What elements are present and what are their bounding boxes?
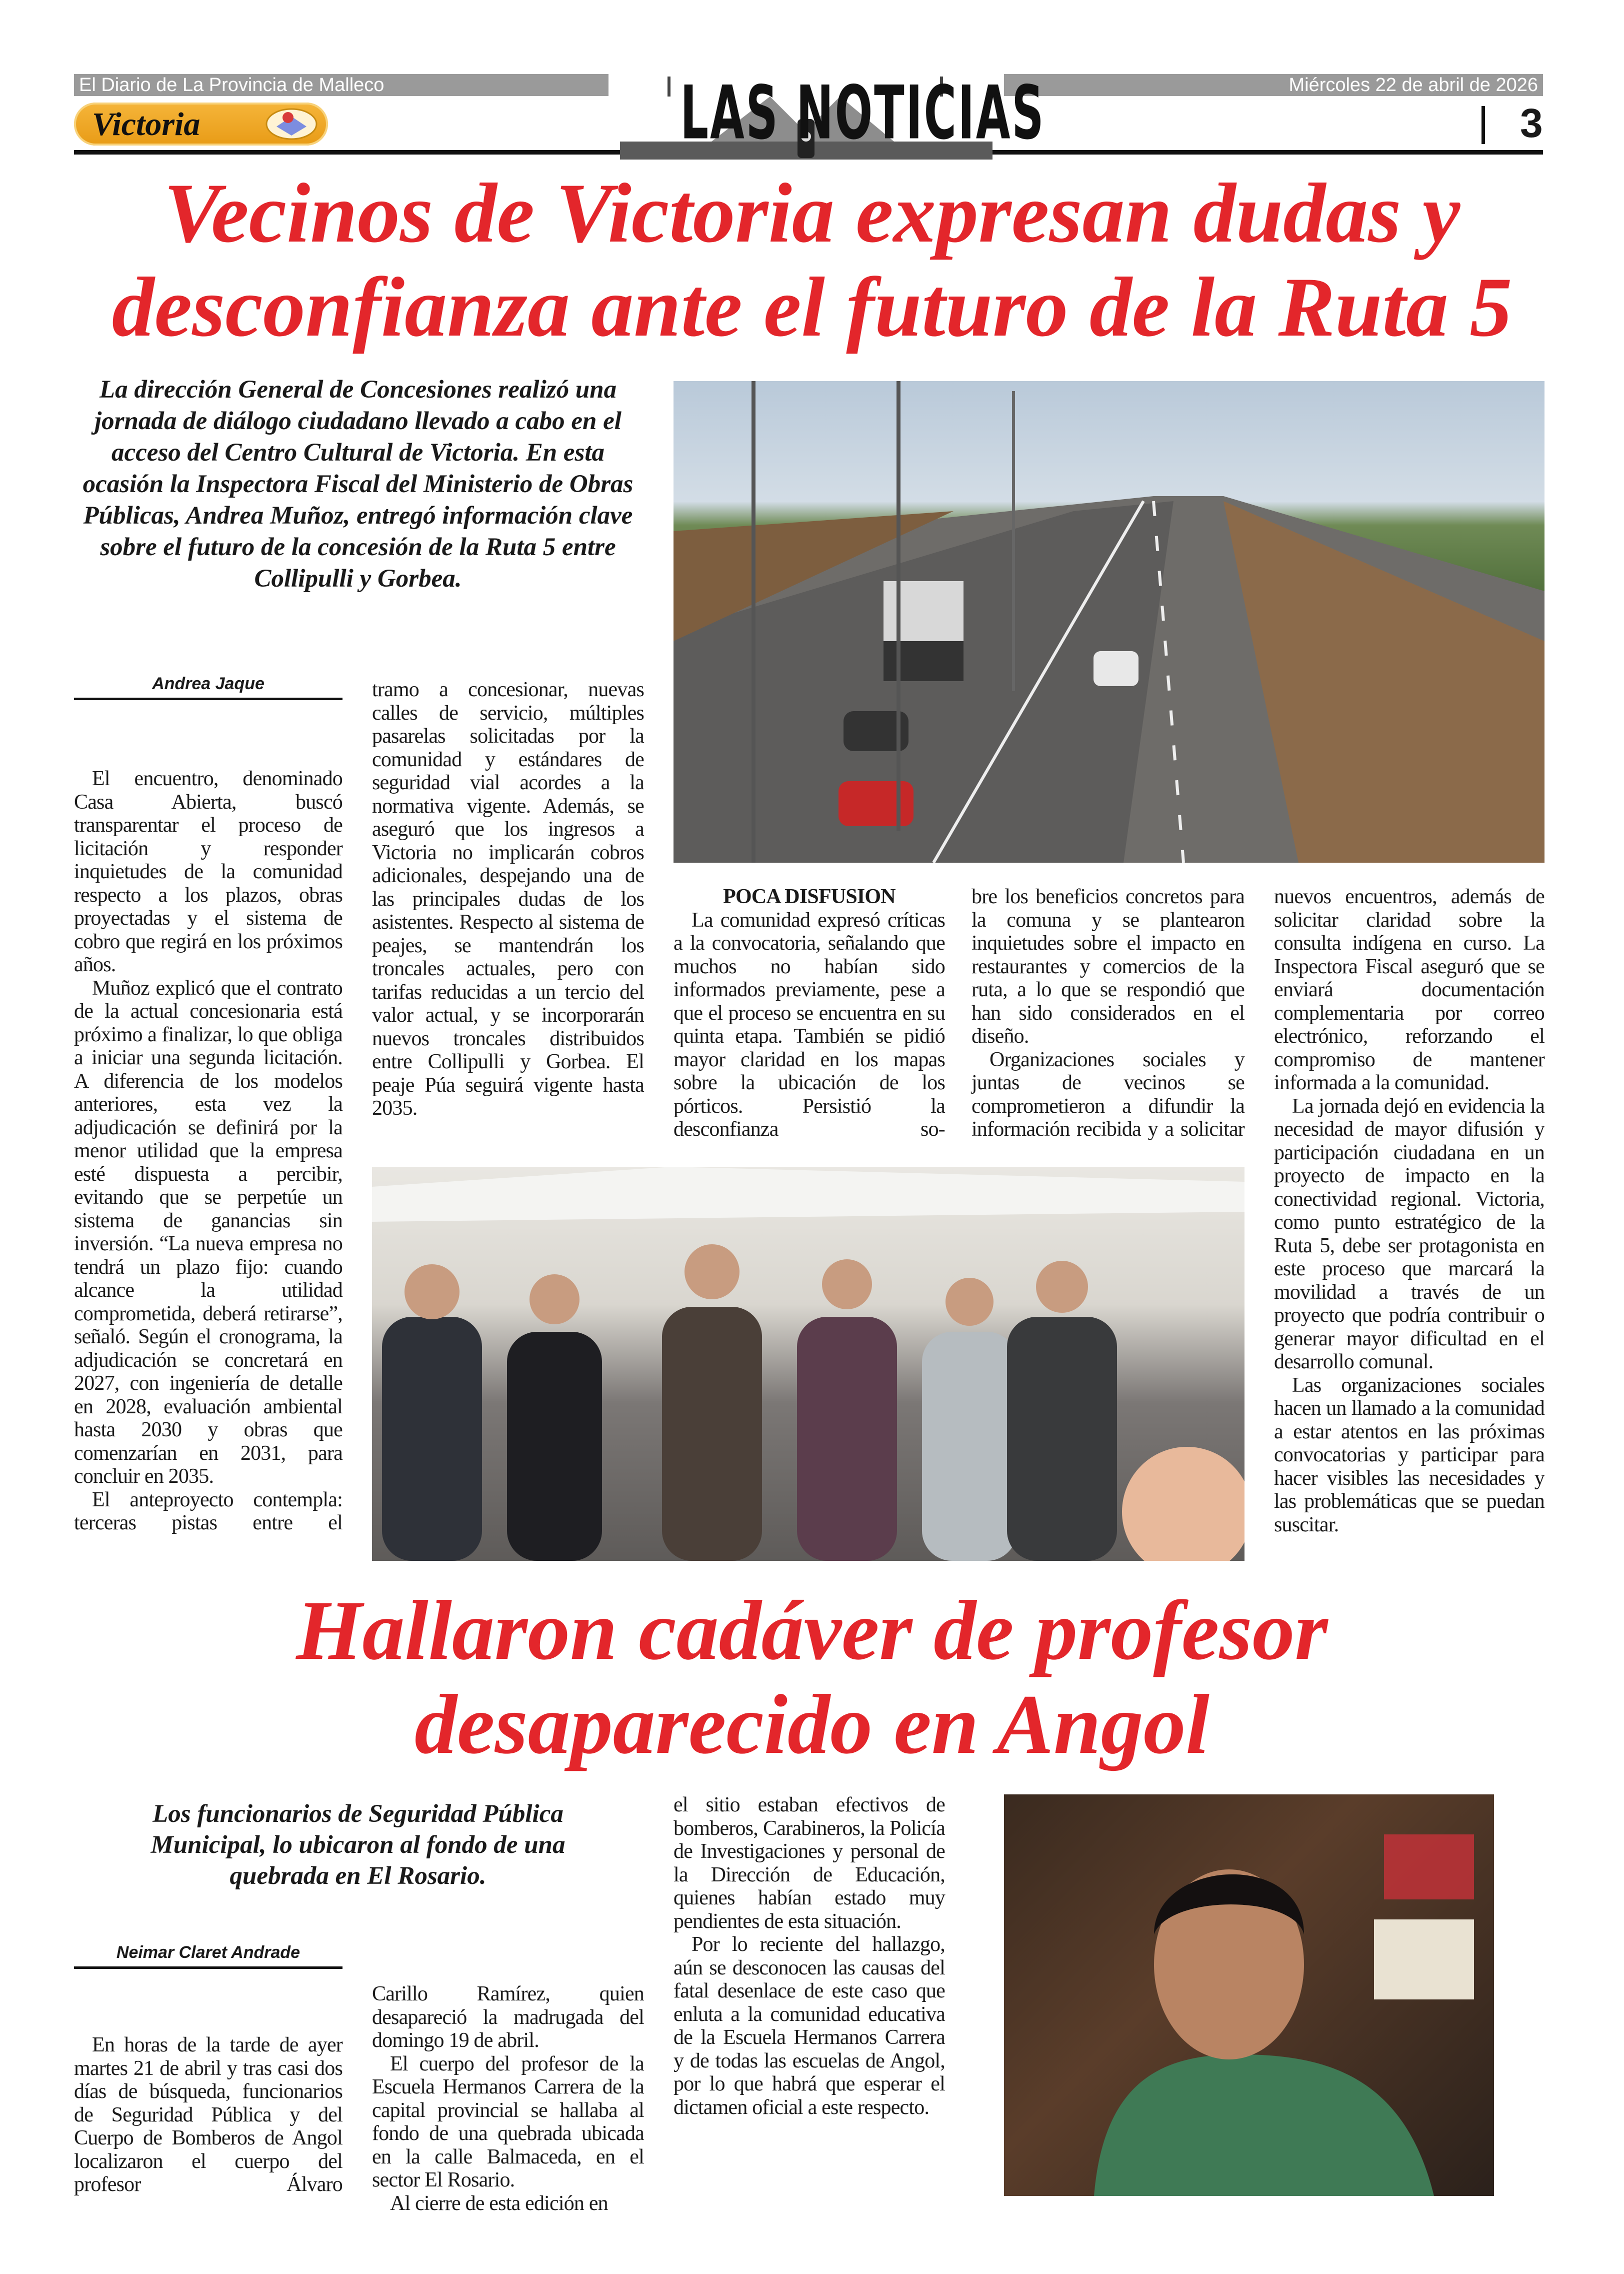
article2-column-3: [674, 1793, 945, 2119]
newspaper-logo: [620, 67, 1046, 162]
paragraph: El anteproyecto contempla: terceras pistas entre el: [74, 1488, 342, 1534]
map-pin-icon: [264, 107, 319, 142]
section-label: Victoria: [92, 106, 200, 143]
article1-headline: [0, 166, 1624, 354]
paragraph: El cuerpo del profesor de la Escuela Hermanos Carrera de la capital provincial se hallaba al fondo de una quebrada ubicada en la calle Balmaceda, en el sector El Rosario.: [372, 2052, 644, 2191]
article1-column-2: [372, 678, 644, 1120]
masthead-rule-right: [992, 150, 1543, 155]
highway-photo: [674, 381, 1544, 863]
paragraph: Las organizaciones sociales hacen un llamado a la comunidad a estar atentos en las próximas convocatorias y participar para hacer visibles las necesidades y las problemáticas que se puedan suscitar.: [1274, 1373, 1544, 1536]
paragraph: Organizaciones sociales y juntas de vecinos se comprometieron a difundir la información recibida y a solicitar: [972, 1048, 1244, 1141]
masthead-left-bar: [74, 74, 608, 96]
masthead-rule-left: [74, 150, 620, 155]
paragraph: Carillo Ramírez, quien desapareció la madrugada del domingo 19 de abril.: [372, 1982, 644, 2052]
article2-headline: [0, 1583, 1624, 1771]
paragraph: el sitio estaban efectivos de bomberos, Carabineros, la Policía de Investigaciones y personal de la Dirección de Educación, quienes habían estado muy pendientes de esta situación.: [674, 1793, 945, 1933]
paragraph: bre los beneficios concretos para la comuna y se plantearon inquietudes sobre el impacto en restaurantes y comercios de la ruta, a lo que se respondió que han sido considerados en el diseño.: [972, 885, 1244, 1048]
paragraph: Al cierre de esta edición en: [390, 2191, 608, 2215]
paragraph: El encuentro, denominado Casa Abierta, buscó transparentar el proceso de licitación y responder inquietudes de la comunidad respecto a los plazos, obras proyectadas y el sistema de cobro que regirá en los próximos años.: [74, 767, 342, 976]
logo-text: LAS NOTICIAS: [680, 70, 1046, 156]
paragraph: nuevos encuentros, además de solicitar claridad sobre la consulta indígena en curso. La Inspectora Fiscal aseguró que se enviará documentación complementaria por correo electrónico, reforzando el compromiso de mantener informada a la comunidad.: [1274, 885, 1544, 1094]
article1-column-1: [74, 767, 342, 1535]
headline-line: desconfianza ante el futuro de la Ruta 5: [112, 260, 1512, 354]
article2-column-1: [74, 2033, 342, 2196]
article1-column-5: [1274, 885, 1544, 1536]
paragraph: La jornada dejó en evidencia la necesidad de mayor difusión y participación ciudadana en un proyecto de impacto en la conectividad regional. Victoria, como punto estratégico de la Ruta 5, debe ser protagonista en este proceso que marcará la movilidad a través de un proyecto que podría contribuir o generar mayor dificultad en el desarrollo comunal.: [1274, 1094, 1544, 1373]
people-group-icon: [372, 1167, 1244, 1561]
section-badge-victoria: [74, 103, 328, 146]
article2-column-2: [372, 1982, 644, 2215]
portrait-person-icon: [1004, 1794, 1494, 2196]
page-number: 3: [1520, 101, 1543, 146]
paragraph: En horas de la tarde de ayer martes 21 de abril y tras casi dos días de búsqueda, funcionarios de Seguridad Pública y del Cuerpo de Bomberos de Angol localizaron el cuerpo del profesor Álvaro: [74, 2033, 342, 2196]
article1-column-3: [674, 885, 945, 1141]
headline-line: Vecinos de Victoria expresan dudas y: [164, 166, 1460, 260]
publication-subtitle: El Diario de La Provincia de Malleco: [79, 75, 384, 96]
teacher-portrait-photo: [1004, 1794, 1494, 2196]
article1-byline: Andrea Jaque: [74, 674, 342, 700]
paragraph: Por lo reciente del hallazgo, aún se desconocen las causas del fatal desenlace de este caso que enluta a la comunidad educativa de la Escuela Hermanos Carrera y de todas las escuelas de Angol, por lo que habrá que esperar el dictamen oficial a este respecto.: [674, 1933, 945, 2119]
article2-byline: Neimar Claret Andrade: [74, 1943, 342, 1969]
subhead: POCA DISFUSION: [723, 885, 896, 908]
community-meeting-photo: [372, 1167, 1244, 1561]
paragraph: Muñoz explicó que el contrato de la actual concesionaria está próximo a finalizar, lo que obliga a iniciar una segunda licitación. A diferencia de los modelos anteriores, esta vez la adjudicación se definirá por la menor utilidad que la empresa esté dispuesta a percibir, evitando que se perpetúe un sistema de ganancias sin inversión. “La nueva empresa no tendrá un plazo fijo: cuando alcance la utilidad comprometida, deberá retirarse”, señaló. Según el cronograma, la adjudicación se concretará en 2027, con ingeniería de detalle en 2028, evaluación ambiental hasta 2030 y obras que comenzarían en 2031, para concluir en 2035.: [74, 976, 342, 1488]
headline-line: desaparecido en Angol: [414, 1677, 1210, 1771]
paragraph: La comunidad expresó críticas a la convocatoria, señalando que muchos no habían sido informados previamente, pese a que el proceso se encuentra en su quinta etapa. También se pidió mayor claridad en los mapas sobre la ubicación de los pórticos. Persistió la desconfianza so-: [674, 908, 945, 1141]
article1-column-4: [972, 885, 1244, 1141]
highway-scene-icon: [674, 381, 1544, 863]
page-number-divider: [1482, 106, 1485, 144]
paragraph: tramo a concesionar, nuevas calles de servicio, múltiples pasarelas solicitadas por la comunidad y estándares de seguridad vial acordes a la normativa vigente. Además, se aseguró que los ingresos a Victoria no implicarán cobros adicionales, despejando una de las principales dudas de los asistentes. Respecto al sistema de peajes, se mantendrán los troncales actuales, pero con tarifas reducidas a un tercio del valor actual, y se incorporarán nuevos troncales distribuidos entre Collipulli y Gorbea. El peaje Púa seguirá vigente hasta 2035.: [372, 678, 644, 1120]
article1-lead: La dirección General de Concesiones realizó una jornada de diálogo ciudadano llevado a cabo en el acceso del Centro Cultural de Victoria. En esta ocasión la Inspectora Fiscal del Ministerio de Obras Públicas, Andrea Muñoz, entregó información clave sobre el futuro de la concesión de la Ruta 5 entre Collipulli y Gorbea.: [82, 376, 634, 593]
issue-date: Miércoles 22 de abril de 2026: [1288, 75, 1538, 96]
headline-line: Hallaron cadáver de profesor: [296, 1583, 1328, 1677]
article2-lead: Los funcionarios de Seguridad Pública Municipal, lo ubicaron al fondo de una quebrada en El Rosario.: [150, 1800, 566, 1890]
masthead-right-bar: [1004, 74, 1543, 96]
